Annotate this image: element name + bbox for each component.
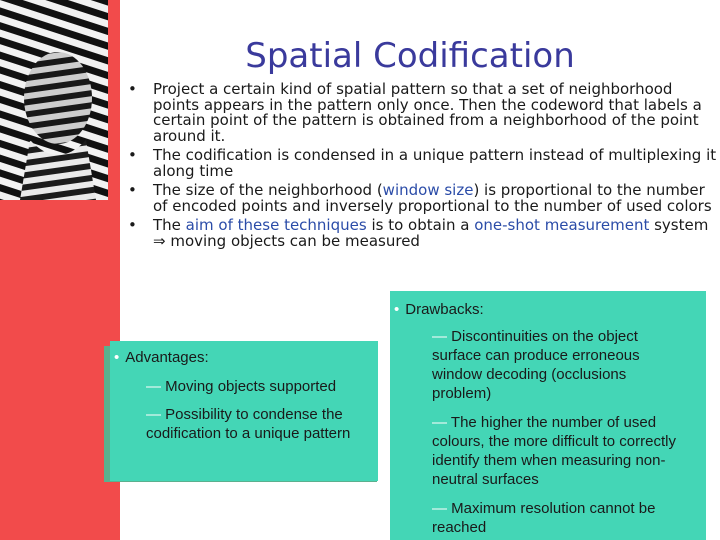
bullet-icon: •: [394, 301, 400, 318]
drawback-item-text: The higher the number of used colours, the more difficult to correctly identify them when measuring non-neutral surfaces: [432, 414, 676, 488]
drawback-item-3: [432, 499, 692, 537]
advantage-item-2: [146, 405, 378, 443]
striped-face-photo: [0, 0, 108, 200]
bullet-item-1: [128, 82, 718, 144]
bullet-item-2: [128, 148, 718, 179]
drawback-item-text: Maximum resolution cannot be reached: [432, 500, 656, 536]
bullet-icon: •: [128, 80, 137, 98]
bullet-item-3: [128, 183, 718, 214]
advantages-box: [110, 341, 378, 481]
bullet-icon: •: [114, 349, 120, 366]
bullet-text-part: is to obtain a: [366, 216, 475, 234]
bullet-icon: •: [128, 216, 137, 234]
bullet-icon: •: [128, 146, 137, 164]
structured-light-face-image: [0, 0, 108, 200]
slide-title: Spatial Codification: [245, 36, 575, 76]
bullet-item-4: [128, 218, 718, 249]
advantages-heading: • Advantages:: [114, 349, 209, 366]
bullet-list: [128, 82, 718, 253]
dash-icon: —: [146, 406, 161, 423]
drawbacks-heading: • Drawbacks:: [394, 301, 484, 318]
advantage-item-text: Possibility to condense the codification to a unique pattern: [146, 406, 351, 442]
dash-icon: —: [432, 414, 447, 431]
advantages-heading-text: Advantages: [125, 349, 205, 366]
bullet-text-part: system ⇒ moving objects can be measured: [153, 216, 709, 250]
drawback-item-1: [432, 327, 677, 403]
bullet-text-part: The size of the neighborhood (: [153, 181, 383, 199]
bullet-text: Project a certain kind of spatial pattern so that a set of neighborhood points appears in the pattern only once. Then the codeword that labels a certain point of the pattern is obtained from a neighborhood of the point around it.: [153, 80, 702, 145]
dash-icon: —: [432, 328, 447, 345]
advantage-item-text: Moving objects supported: [165, 378, 337, 395]
drawbacks-box: [390, 291, 706, 540]
dash-icon: —: [432, 500, 447, 517]
drawback-item-2: [432, 413, 702, 489]
one-shot-term: one-shot measurement: [474, 216, 650, 234]
drawback-item-text: Discontinuities on the object surface can produce erroneous window decoding (occlusions problem): [432, 328, 640, 402]
drawbacks-heading-text: Drawbacks: [405, 301, 480, 318]
advantage-item-1: [146, 377, 371, 396]
window-size-term: window size: [382, 181, 474, 199]
aim-term: aim of these techniques: [185, 216, 367, 234]
bullet-text-part: The: [153, 216, 186, 234]
bullet-text-part: ) is proportional to the number of encoded points and inversely proportional to the number of used colors: [153, 181, 712, 215]
bullet-icon: •: [128, 181, 137, 199]
bullet-text: The codification is condensed in a unique pattern instead of multiplexing it along time: [153, 146, 717, 180]
dash-icon: —: [146, 378, 161, 395]
